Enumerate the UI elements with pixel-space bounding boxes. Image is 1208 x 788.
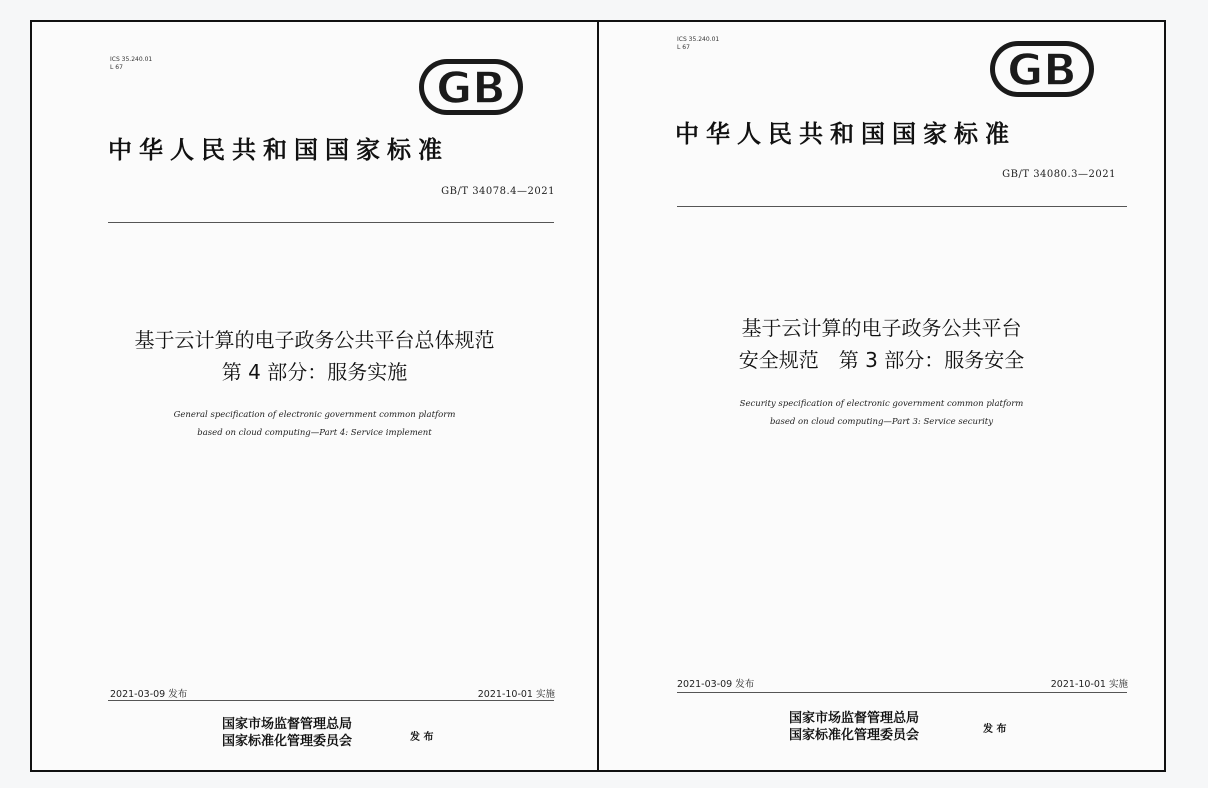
issue-label: 发 布 <box>410 732 434 743</box>
release-date: 2021-03-09 发布 <box>110 689 188 700</box>
ics-code: ICS 35.240.01 <box>110 56 153 63</box>
header-rule <box>677 206 1127 207</box>
chinese-title-line2: 安全规范 第 3 部分：服务安全 <box>738 348 1025 372</box>
english-title <box>599 395 1164 431</box>
english-title-line2: based on cloud computing—Part 4: Service implement <box>197 428 432 438</box>
footer-rule <box>677 692 1127 693</box>
issuing-authorities <box>789 710 919 744</box>
issuer-line1: 国家市场监督管理总局 <box>222 717 353 732</box>
ics-code: ICS 35.240.01 <box>677 36 720 43</box>
english-title <box>32 406 597 442</box>
gb-logo-icon <box>418 58 524 116</box>
chinese-title <box>599 312 1164 376</box>
issue-label: 发 布 <box>983 724 1007 735</box>
standard-cover-left <box>32 22 597 770</box>
implement-date: 2021-10-01 实施 <box>1050 679 1128 690</box>
standard-type-title: 中华人民共和国国家标准 <box>108 135 449 164</box>
issuer-line2: 国家标准化管理委员会 <box>789 728 920 743</box>
classification-codes <box>110 56 152 72</box>
release-date: 2021-03-09 发布 <box>677 679 755 690</box>
english-title-line1: Security specification of electronic government common platform <box>739 399 1024 409</box>
gb-logo-icon <box>989 40 1095 98</box>
header-rule <box>108 222 554 223</box>
standard-number: GB/T 34080.3—2021 <box>1002 169 1116 180</box>
standard-cover-right <box>599 22 1164 770</box>
chinese-title-line1: 基于云计算的电子政务公共平台总体规范 <box>134 328 495 352</box>
svg-text:GB: GB <box>436 63 506 114</box>
english-title-line2: based on cloud computing—Part 3: Service security <box>769 417 994 427</box>
implement-date: 2021-10-01 实施 <box>477 689 555 700</box>
chinese-title-line1: 基于云计算的电子政务公共平台 <box>741 316 1022 340</box>
classification-codes <box>677 36 719 52</box>
issuer-line1: 国家市场监督管理总局 <box>789 711 920 726</box>
footer-rule <box>108 700 554 701</box>
ccs-code: L 67 <box>110 64 123 71</box>
chinese-title-line2: 第 4 部分：服务实施 <box>221 360 408 384</box>
ccs-code: L 67 <box>677 44 690 51</box>
issuer-line2: 国家标准化管理委员会 <box>222 734 353 749</box>
chinese-title <box>32 324 597 388</box>
svg-text:GB: GB <box>1007 45 1077 96</box>
standard-type-title: 中华人民共和国国家标准 <box>675 119 1016 148</box>
standard-number: GB/T 34078.4—2021 <box>441 186 555 197</box>
english-title-line1: General specification of electronic government common platform <box>173 410 456 420</box>
issuing-authorities <box>222 716 352 750</box>
